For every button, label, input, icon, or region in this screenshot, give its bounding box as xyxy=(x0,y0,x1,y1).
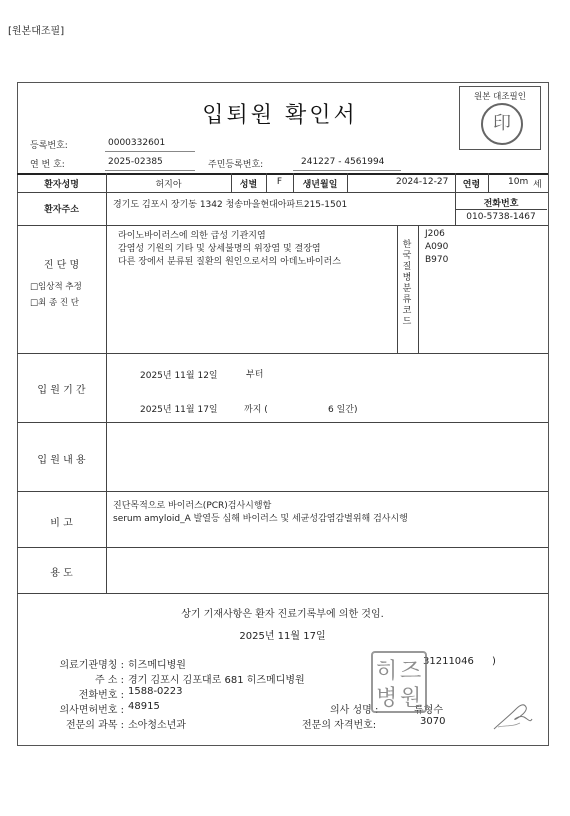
doctor-signature xyxy=(490,697,535,735)
hospital-seal-icon xyxy=(371,651,427,713)
diagnosis-code: B970 xyxy=(425,255,449,265)
page-title: 입퇴원 확인서 xyxy=(202,103,358,128)
diagnosis-line: 감염성 기원의 기타 및 상세불명의 위장염 및 결장염 xyxy=(118,244,321,254)
institution-address-label: 주 소 : xyxy=(94,675,124,686)
age-label: 연령 xyxy=(462,180,481,190)
remarks-line: 진단목적으로 바이러스(PCR)검사시행함 xyxy=(113,501,272,511)
original-verified-seal xyxy=(459,86,541,150)
admission-period-label: 입 원 기 간 xyxy=(37,385,86,396)
diagnosis-line: 다른 장에서 분류된 질환의 원인으로서의 아데노바이러스 xyxy=(118,257,341,267)
admission-content-label: 입 원 내 용 xyxy=(37,455,86,466)
institution-address: 경기 김포시 김포대로 681 히즈메디병원 xyxy=(128,675,305,686)
admission-start-suffix: 부터 xyxy=(246,370,264,380)
certify-statement: 상기 기재사항은 환자 진료기록부에 의한 것임. xyxy=(181,609,384,620)
seal-char: 즈 xyxy=(400,659,422,684)
original-copy-label: [원본대조필] xyxy=(8,26,65,37)
specialty-label: 전문의 과목 : xyxy=(65,720,124,731)
seal-caption: 원본 대조필인 xyxy=(474,92,526,102)
patient-name-label: 환자성명 xyxy=(44,180,79,190)
license-no: 48915 xyxy=(128,701,160,712)
birth-value: 2024-12-27 xyxy=(396,177,449,187)
reg-no-value: 0000332601 xyxy=(108,138,166,148)
diagnosis-code: J206 xyxy=(425,229,445,239)
age-unit: 세 xyxy=(533,180,542,190)
admission-start: 2025년 11월 12일 xyxy=(140,371,218,381)
seal-char: 히 xyxy=(376,659,398,684)
sex-label: 성별 xyxy=(239,180,258,190)
serial-no-value: 2025-02385 xyxy=(108,157,163,167)
final-diagnosis-checkbox: □최 종 진 단 xyxy=(30,298,79,308)
institution-code-suffix: ) xyxy=(492,656,496,667)
phone-value: 010-5738-1467 xyxy=(466,212,536,222)
address-label: 환자주소 xyxy=(44,205,79,215)
institution-phone-label: 전화번호 : xyxy=(78,690,124,701)
admission-end-suffix: 까지 ( xyxy=(244,405,268,415)
doctor-name-label: 의사 성명 : xyxy=(330,705,379,716)
admission-end: 2025년 11월 17일 xyxy=(140,405,218,415)
specialist-no-label: 전문의 자격번호: xyxy=(302,720,377,731)
institution-name: 히즈메디병원 xyxy=(128,660,186,671)
phone-label: 전화번호 xyxy=(483,199,519,209)
seal-char: 원 xyxy=(400,686,422,711)
remarks-line: serum amyloid_A 발열등 심해 바이러스 및 세균성감염감별위해 검사시행 xyxy=(113,514,408,524)
specialist-no: 3070 xyxy=(420,716,446,727)
sex-value: F xyxy=(276,177,283,187)
seal-char: 병 xyxy=(376,686,398,711)
diagnosis-label: 진 단 명 xyxy=(43,260,80,271)
resident-no-label: 주민등록번호: xyxy=(208,160,264,170)
diagnosis-code: A090 xyxy=(425,242,449,252)
patient-name: 허지아 xyxy=(155,180,182,190)
seal-stamp-icon: 印 xyxy=(481,103,523,145)
doctor-name: 류형수 xyxy=(414,705,443,716)
license-label: 의사면허번호 : xyxy=(59,705,124,716)
diagnosis-line: 라이노바이러스에 의한 급성 기관지염 xyxy=(118,231,266,241)
resident-no-value: 241227 - 4561994 xyxy=(301,157,385,167)
remarks-label: 비 고 xyxy=(50,518,73,529)
kcd-label: 한국질병분류코드 xyxy=(402,240,412,327)
specialty: 소아청소년과 xyxy=(128,720,186,731)
institution-code: 31211046 xyxy=(423,656,474,667)
birth-label: 생년월일 xyxy=(302,180,338,190)
institution-phone: 1588-0223 xyxy=(128,686,183,697)
admission-days: 6 일간) xyxy=(328,405,358,415)
age-value: 10m xyxy=(508,177,529,187)
address-value: 경기도 김포시 장기동 1342 청송마을현대아파트215-1501 xyxy=(113,200,348,210)
usage-label: 용 도 xyxy=(50,568,73,579)
clinical-estimate-checkbox: □임상적 추정 xyxy=(30,282,82,292)
issue-date: 2025년 11월 17일 xyxy=(239,631,326,642)
reg-no-label: 등록번호: xyxy=(30,141,68,151)
serial-no-label: 연 번 호: xyxy=(30,160,65,170)
institution-name-label: 의료기관명칭 : xyxy=(59,660,124,671)
